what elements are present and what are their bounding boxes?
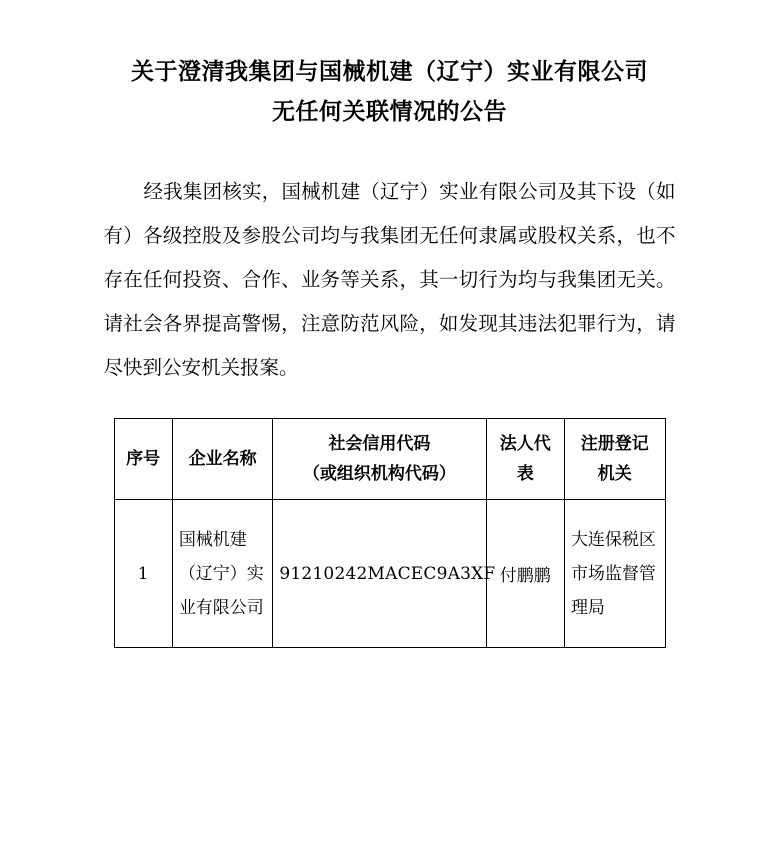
document-title	[0, 0, 779, 132]
title-line-2: 无任何关联情况的公告	[272, 99, 507, 125]
document-body	[104, 170, 676, 390]
header-org-line1: 注册登记	[580, 434, 649, 454]
company-table-container	[114, 418, 666, 648]
header-code	[273, 419, 486, 500]
cell-legal-rep: 付鹏鹏	[486, 500, 564, 648]
header-code-line2: （或组织机构代码）	[302, 464, 456, 484]
table-header	[114, 419, 665, 500]
header-org	[564, 419, 665, 500]
body-paragraph: 经我集团核实，国械机建（辽宁）实业有限公司及其下设（如有）各级控股及参股公司均与我集团无任何隶属或股权关系，也不存在任何投资、合作、业务等关系，其一切行为均与我集团无关。请社会各界提高警惕，注意防范风险，如发现其违法犯罪行为，请尽快到公安机关报案。	[103, 180, 676, 379]
header-code-line1: 社会信用代码	[328, 434, 431, 454]
header-rep-line2: 表	[516, 464, 534, 484]
company-table	[114, 418, 666, 648]
table-body	[114, 500, 665, 648]
header-rep	[486, 419, 564, 500]
table-header-row	[114, 419, 665, 500]
title-line-1: 关于澄清我集团与国械机建（辽宁）实业有限公司	[131, 59, 648, 85]
header-rep-line1: 法人代	[499, 434, 551, 454]
cell-credit-code: 91210242MACEC9A3XF	[273, 500, 486, 648]
header-org-line2: 机关	[597, 464, 632, 484]
table-row	[114, 500, 665, 648]
cell-company: 国械机建（辽宁）实业有限公司	[172, 500, 273, 648]
header-index: 序号	[114, 419, 172, 500]
cell-index: 1	[114, 500, 172, 648]
cell-registration-org: 大连保税区市场监督管理局	[564, 500, 665, 648]
header-company: 企业名称	[172, 419, 273, 500]
